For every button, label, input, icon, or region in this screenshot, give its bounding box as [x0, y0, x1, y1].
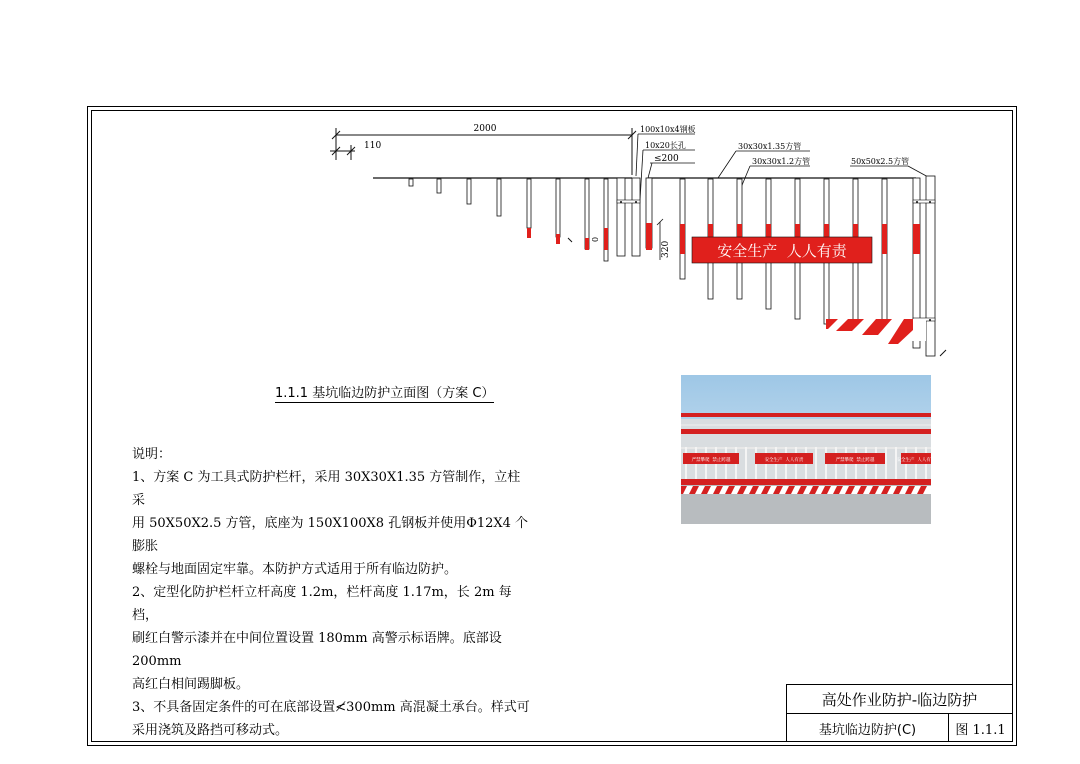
dimension-gap	[330, 145, 355, 160]
note-line: 1、方案 C 为工具式防护栏杆，采用 30X30X1.35 方管制作，立柱采	[132, 470, 521, 508]
title-block-number: 图 1.1.1	[955, 722, 1006, 738]
note-line: 用 50X50X2.5 方管，底座为 150X100X8 孔钢板并使用Φ12X4 个膨胀	[132, 516, 529, 554]
title-block	[786, 684, 1013, 742]
title-block-title: 高处作业防护-临边防护	[787, 685, 1012, 714]
slogan-banner-text: 安全生产 人人有责	[717, 242, 847, 260]
toe-height-label: 320	[661, 240, 671, 258]
post-pipe-label: 50x50x2.5方管	[851, 157, 910, 166]
notes-block	[132, 443, 532, 742]
notes-heading: 说明：	[132, 447, 172, 462]
plate-label: 100x10x4钢板	[640, 125, 696, 134]
dimension-gap-label: 110	[364, 141, 382, 151]
max-gap-label: ≤200	[654, 154, 679, 164]
photo-sign-3: 严禁攀爬 禁止跨越	[835, 458, 875, 463]
right-railing	[646, 176, 946, 356]
note-line: 螺栓与地面固定牢靠。本防护方式适用于所有临边防护。	[132, 562, 458, 577]
small-dim-label: 0	[591, 236, 600, 242]
note-line: 3、不具备固定条件的可在底部设置≮300mm 高混凝土承台。样式可	[132, 700, 530, 715]
rail-pipe-label: 30x30x1.35方管	[738, 142, 802, 151]
note-line: 采用浇筑及路挡可移动式。	[132, 723, 289, 738]
railing-rendering-photo	[681, 375, 936, 524]
title-block-subtitle: 基坑临边防护(C)	[787, 714, 949, 742]
slot-label: 10x20长孔	[645, 141, 686, 150]
left-railing	[373, 178, 640, 261]
figure-title: 1.1.1 基坑临边防护立面图（方案 C）	[275, 382, 494, 403]
dimension-span-label: 2000	[473, 124, 497, 134]
photo-sign-2: 安全生产 人人有责	[764, 458, 804, 463]
dimension-span	[332, 128, 636, 175]
photo-sign-1: 严禁攀爬 禁止跨越	[691, 458, 731, 463]
note-line: 高红白相间踢脚板。	[132, 677, 250, 692]
note-line: 2、定型化防护栏杆立杆高度 1.2m，栏杆高度 1.17m，长 2m 每档，	[132, 585, 512, 623]
bar-pipe-label: 30x30x1.2方管	[752, 157, 811, 166]
note-line: 刷红白警示漆并在中间位置设置 180mm 高警示标语牌。底部设 200mm	[132, 631, 502, 669]
photo-sign-4: 安全生产 人人有责	[896, 458, 936, 463]
